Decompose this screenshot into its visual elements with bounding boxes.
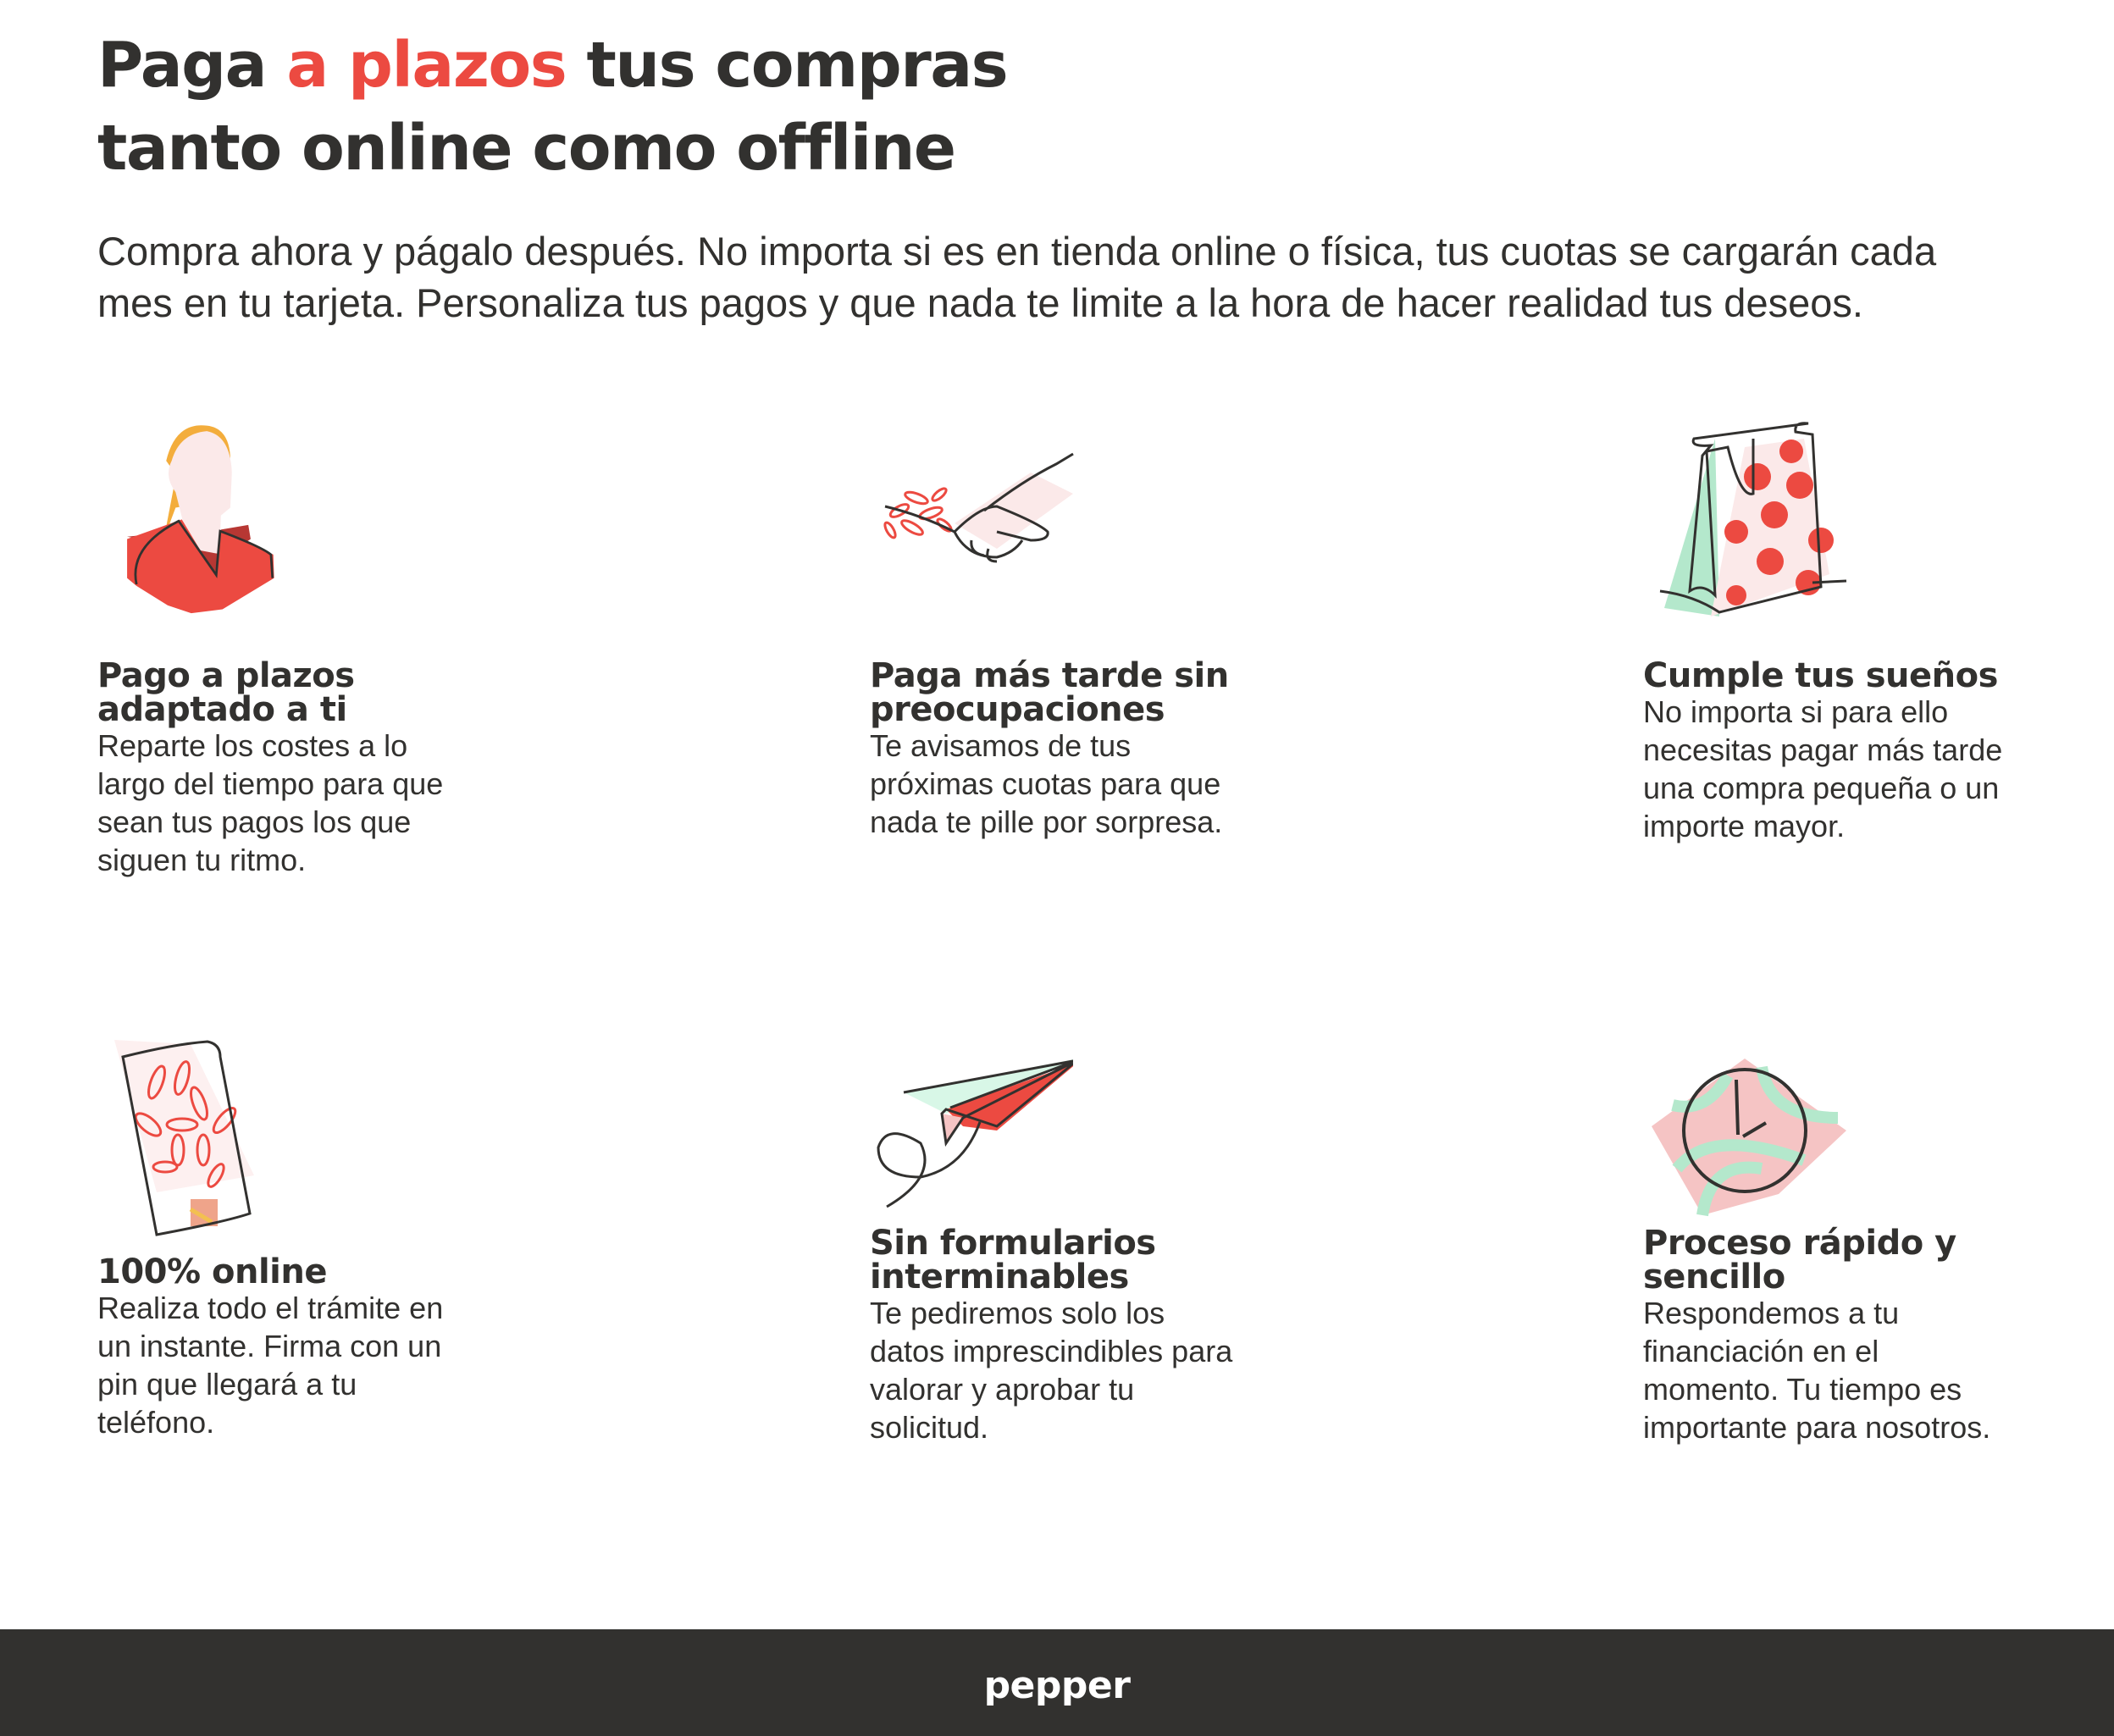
feature-description: Reparte los costes a lo largo del tiempo para que sean tus pagos los que siguen tu ritmo. (97, 728, 444, 877)
pepper-logo[interactable]: pepper (983, 1663, 1131, 1707)
paper-plane-illustration-icon (870, 1050, 1073, 1218)
feature-title: Paga más tarde sin preocupaciones (870, 656, 1229, 729)
handshake-illustration-icon (870, 413, 1090, 633)
feature-description: No importa si para ello necesitas pagar más tarde una compra pequeña o un importe mayor. (1643, 694, 2003, 843)
feature-card-sin-formularios (870, 1050, 1327, 1446)
title-text-line2: tanto online como offline (97, 112, 955, 185)
feature-title: Sin formularios interminables (870, 1224, 1156, 1296)
clock-illustration-icon (1643, 1050, 1855, 1218)
title-accent-text: a plazos (286, 29, 567, 102)
feature-card-100-online (97, 1031, 555, 1441)
footer (0, 1629, 2114, 1736)
feature-description: Realiza todo el trámite en un instante. Firma con un pin que llegará a tu teléfono. (97, 1291, 444, 1440)
feature-card-paga-mas-tarde (870, 413, 1327, 841)
woman-illustration-icon (97, 413, 301, 633)
title-text: tus compras (566, 29, 1008, 102)
page-subtitle: Compra ahora y págalo después. No importa si es en tienda online o física, tus cuotas se cargarán cada mes en tu tarjeta. Personaliza tus pagos y que nada te limite a la hora de hacer realidad tus deseos. (97, 229, 1937, 325)
shopping-bag-illustration-icon (1643, 413, 1855, 633)
smartphone-illustration-icon (97, 1031, 284, 1243)
feature-card-cumple-suenos (1643, 413, 2100, 845)
feature-card-pago-plazos (97, 413, 555, 879)
feature-title: Proceso rápido y sencillo (1643, 1224, 1956, 1296)
page-title (97, 24, 2045, 190)
feature-title: 100% online (97, 1252, 327, 1291)
feature-description: Te avisamos de tus próximas cuotas para que nada te pille por sorpresa. (870, 728, 1223, 839)
hero-section (97, 24, 2045, 329)
feature-description: Respondemos a tu financiación en el momento. Tu tiempo es importante para nosotros. (1643, 1296, 1991, 1445)
feature-title: Cumple tus sueños (1643, 656, 1998, 695)
feature-card-proceso-rapido (1643, 1050, 2100, 1446)
feature-title: Pago a plazos adaptado a ti (97, 656, 355, 729)
title-text: Paga (97, 29, 287, 102)
feature-description: Te pediremos solo los datos imprescindibles para valorar y aprobar tu solicitud. (870, 1296, 1233, 1445)
